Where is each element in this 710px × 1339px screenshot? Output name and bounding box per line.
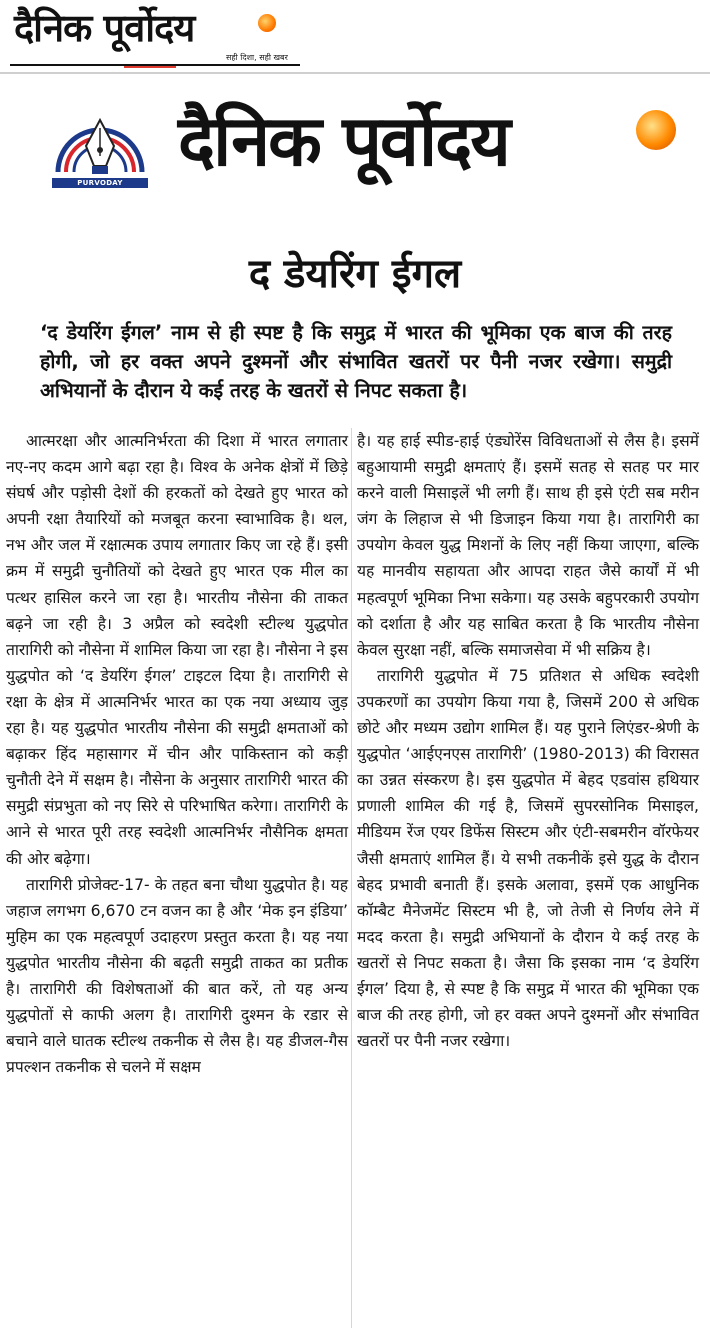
sun-dot-icon (258, 14, 276, 32)
pen-nib-logo-icon (50, 106, 150, 178)
page-divider (0, 72, 710, 74)
article-intro: ‘द डेयरिंग ईगल’ नाम से ही स्पष्ट है कि समुद्र में भारत की भूमिका एक बाज की तरह होगी, जो हर वक्त अपने दुश्मनों और संभावित खतरों पर पैनी नजर रखेगा। समुद्री अभियानों के दौरान ये कई तरह के खतरों से निपट सकता है। (40, 321, 673, 402)
right-column (357, 428, 699, 1054)
masthead-title: दैनिक पूर्वोदय (178, 100, 509, 182)
header-rule-accent (124, 66, 176, 68)
masthead-sun-icon (636, 110, 676, 150)
top-header-tagline: सही दिशा, सही खबर (226, 53, 288, 62)
paragraph: तारागिरी प्रोजेक्ट-17- के तहत बना चौथा युद्धपोत है। यह जहाज लगभग 6,670 टन वजन का है और ‘मेक इन इंडिया’ मुहिम का एक महत्वपूर्ण उदाहरण प्रस्तुत करता है। यह नया युद्धपोत भारतीय नौसेना की बढ़ती समुद्री ताकत का प्रतीक है। तारागिरी की विशेषताओं की बात करें, तो यह अन्य युद्धपोतों से काफी अलग है। तारागिरी दुश्मन के रडार से बचाने वाले घातक स्टील्थ तकनीक से लैस है। यह डीजल-गैस प्रपल्शन तकनीक से चलने में सक्षम (6, 875, 348, 1077)
paragraph: आत्मरक्षा और आत्मनिर्भरता की दिशा में भारत लगातार नए-नए कदम आगे बढ़ा रहा है। विश्व के अनेक क्षेत्रों में छिड़े संघर्ष और पड़ोसी देशों की हरकतों को देखते हुए भारत को अपनी रक्षा तैयारियों को मजबूत करना स्वाभाविक है। थल, नभ और जल में रक्षात्मक उपाय लगातार किए जा रहे हैं। इसी क्रम में समुद्री चुनौतियों को देखते हुए भारत एक मील का पत्थर हासिल करने जा रहा है। भारतीय नौसेना की ताकत बढ़ने जा रही है। 3 अप्रैल को स्वदेशी स्टील्थ युद्धपोत तारागिरी को नौसेना में शामिल किया जा रहा है। नौसेना ने इस युद्धपोत को ‘द डेयरिंग ईगल’ टाइटल दिया है। तारागिरी से रक्षा के क्षेत्र में आत्मनिर्भर भारत का एक नया अध्याय जुड़ रहा है। यह युद्धपोत भारतीय नौसेना की समुद्री क्षमताओं को बढ़ाकर हिंद महासागर में चीन और पाकिस्तान को कड़ी चुनौती देने में सक्षम है। नौसेना के अनुसार तारागिरी भारत की समुद्री संप्रभुता को नए सिरे से परिभाषित करेगा। तारागिरी के आने से भारत पूरी तरह स्वदेशी आत्मनिर्भर नौसैनिक क्षमता की ओर बढ़ेगा। (6, 432, 348, 868)
left-column (6, 428, 348, 1080)
paragraph: तारागिरी युद्धपोत में 75 प्रतिशत से अधिक स्वदेशी उपकरणों का उपयोग किया गया है, जिसमें 200 से अधिक छोटे और मध्यम उद्योग शामिल हैं। यह पुराने लिएंडर-श्रेणी के युद्धपोत ‘आईएनएस तारागिरी’ (1980-2013) की विरासत का उन्नत संस्करण है। इस युद्धपोत में बेहद एडवांस हथियार प्रणाली शामिल की गई है, जिसमें सुपरसोनिक मिसाइल, मीडियम रेंज एयर डिफेंस सिस्टम और एंटी-सबमरीन वॉरफेयर जैसी क्षमताएं शामिल हैं। ये सभी तकनीकें इसे युद्ध के दौरान बेहद प्रभावी बनाती हैं। इसके अलावा, इसमें एक आधुनिक कॉम्बैट मैनेजमेंट सिस्टम भी है, जो तेजी से निर्णय लेने में मदद करता है। समुद्री अभियानों के दौरान ये कई तरह के खतरों से निपट सकता है। जैसा कि इसका नाम ‘द डेयरिंग ईगल’ दिया है, से स्पष्ट है कि समुद्र में भारत की भूमिका एक बाज की तरह होगी, जो हर वक्त अपने दुश्मनों और संभावित खतरों पर पैनी नजर रखेगा। (357, 666, 699, 1051)
logo-caption: PURVODAY PUBLICATIONS (52, 178, 148, 188)
top-header-title: दैनिक पूर्वोदय (14, 6, 195, 50)
top-header (0, 0, 710, 76)
paragraph: है। यह हाई स्पीड-हाई एंड्योरेंस विविधताओं से लैस है। इसमें बहुआयामी समुद्री क्षमताएं हैं। इसमें सतह से सतह पर मार करने वाली मिसाइलें भी लगी हैं। साथ ही इसे एंटी सब मरीन जंग के लिहाज से भी डिजाइन किया गया है। तारागिरी का उपयोग केवल युद्ध मिशनों के लिए नहीं किया जाएगा, बल्कि यह मानवीय सहायता और आपदा राहत जैसे कार्यों में भी महत्वपूर्ण भूमिका निभा सकेगा। यह उसके बहुपरकारी उपयोग को दर्शाता है और यह साबित करता है कि भारतीय नौसेना केवल सुरक्षा नहीं, बल्कि समाजसेवा में भी सक्रिय है। (357, 432, 699, 659)
column-divider (351, 428, 352, 1328)
article-headline: द डेयरिंग ईगल (248, 251, 462, 297)
